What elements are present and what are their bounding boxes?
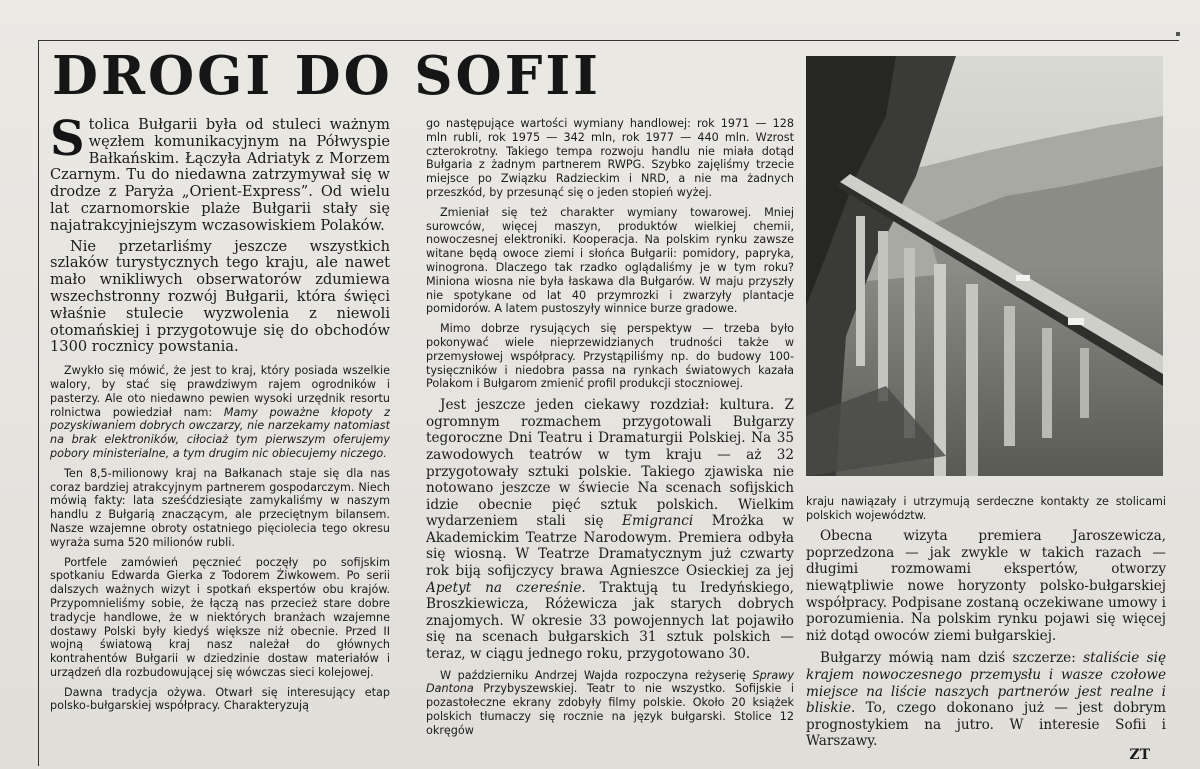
paragraph-text: Jest jeszcze jeden ciekawy rozdział: kultura. Z ogromnym rozmachem przygotowali Bułgarzy tegoroczne Dni Teatru i Dramaturgii Polskiej. Na 35 zawodowych teatrów w tym kraju — aż 32 przygotowały sztuki polskie. Takiego zjawiska nie notowano jeszcze w świecie Na scenach sofijskich idzie obecnie pięć sztuk polskich. Wielkim wydarzeniem stali się: [426, 397, 794, 530]
photo-caption: kraju nawiązały i utrzymują serdeczne kontakty ze stolicami polskich województw.: [806, 495, 1166, 522]
column-1: [50, 117, 390, 765]
drop-cap: S: [50, 117, 85, 167]
paragraph: [426, 669, 794, 738]
lead-paragraph-2: Nie przetarliśmy jeszcze wszystkich szlaków turystycznych tego kraju, ale nawet mało wnikliwych obserwatorów zdumiewa wszechstronny rozwój Bułgarii, która święci właśnie stulecie wyzwolenia z niewoli otomańskiej i przygotowuje się do obchodów 1300 rocznicy powstania.: [50, 237, 390, 356]
paragraph: Dawna tradycja ożywa. Otwarł się interesujący etap polsko-bułgarskiej współpracy. Charakteryzują: [50, 685, 390, 713]
paragraph: Ten 8,5-milionowy kraj na Bałkanach staje się dla nas coraz bardziej atrakcyjnym partnerem gospodarczym. Niech mówią fakty: lata sześćdziesiąte zamykaliśmy w naszym handlu z Bułgarią znaczącym, ale przeciętnym bilansem. Nasze wzajemne obroty ostatniego pięciolecia tego okresu wyraża suma 520 milionów rubli.: [50, 466, 390, 549]
paragraph: Obecna wizyta premiera Jaroszewicza, poprzedzona — jak zwykle w takich razach — długimi rozmowami ekspertów, otworzy niewątpliwie nowe horyzonty polsko-bułgarskiej współpracy. Podpisane zostaną oczekiwane umowy i porozumienia. Na polskim rynku pojawi się więcej niż dotąd owoców ziemi bułgarskiej.: [806, 528, 1166, 644]
column-2: [426, 117, 794, 765]
paragraph-text: W październiku Andrzej Wajda rozpoczyna reżyserię: [440, 668, 746, 682]
paragraph-text: . Traktują tu Iredyńskiego, Broszkiewicza, Różewicza jak starych dobrych znajomych. W okresie 33 powojennych lat pojawiło się na scenach bułgarskich 31 sztuk polskich — teraz, w ciągu jednego roku, przygotowano 30.: [426, 579, 794, 663]
author-signature: ZT: [1129, 747, 1150, 763]
quote-text: Mamy poważne kłopoty z pozyskiwaniem dobrych owczarzy, nie narzekamy natomiast na brak elektroników, ciłociaż tym pierwszym oferujemy pobory ministerialne, a tym drugim nic obiecujemy niczego.: [50, 405, 390, 460]
paragraph: Zmieniał się też charakter wymiany towarowej. Mniej surowców, więcej maszyn, produktów wielkiej chemii, nowoczesnej elektroniki. Kooperacja. Na polskim rynku zawsze witane będą owoce ziemi i słońca Bułgarii: pomidory, papryka, winogrona. Dlaczego tak rzadko oglądaliśmy je w tym roku? Miniona wiosna nie była łaskawa dla Bułgarów. W maju przyszły nie spotykane od lat 40 przymrozki i zwarzyły plantacje pomidorów. A latem pustoszyły winnice burze gradowe.: [426, 205, 794, 316]
culture-paragraph: [426, 397, 794, 663]
paragraph: Mimo dobrze rysujących się perspektyw — trzeba było pokonywać wiele nieprzewidzianych trudności także w przemysłowej współpracy. Przystąpiliśmy np. do budowy 100-tysięczników i niedobra passa na rynkach światowych kazała Polakom i Bułgarom zmienić profil produkcji stoczniowej.: [426, 322, 794, 391]
quote-text: staliście się krajem nowoczesnego przemysłu i wasze czołowe miejsce na liście naszych partnerów jest realne i bliskie: [806, 650, 1166, 717]
article-title: DROGI DO SOFII: [52, 45, 601, 107]
paragraph: go następujące wartości wymiany handlowej: rok 1971 — 128 mln rubli, rok 1975 — 342 mln, rok 1977 — 440 mln. Wzrost czterokrotny. Takiego tempa rozwoju handlu nie miała dotąd Bułgaria z żadnym partnerem RWPG. Szybko zajęliśmy trzecie miejsce po Związku Radzieckim i NRD, a nie ma żadnych przeszkód, by przesunąć się o jeden stopień wyżej.: [426, 117, 794, 199]
paragraph-text: Mrożka w Akademickim Teatrze Narodowym. Premiera odbyła się wiosną. W Teatrze Dramatycznym już czwarty rok biją sofijczycy brawa Agnieszce Osieckiej za jej: [426, 513, 794, 580]
paragraph: [50, 364, 390, 461]
paragraph-text: Zwykło się mówić, że jest to kraj, który posiada wszelkie walory, by stać się prawdziwym rajem ogrodników i pasterzy. Ale oto niedawno pewien wysoki urzędnik resortu rolnictwa powiedział nam:: [50, 364, 390, 419]
paragraph: [806, 650, 1166, 750]
viaduct-photo: [806, 56, 1163, 476]
lead-paragraph-1: [50, 117, 390, 235]
viaduct-illustration: [806, 56, 1163, 476]
column-3: [806, 495, 1166, 765]
play-title: Sprawy Dantona: [426, 668, 794, 696]
paragraph-text: Bułgarzy mówią nam dziś szczerze:: [820, 650, 1076, 667]
play-title: Apetyt na czereśnie: [426, 579, 582, 596]
paragraph: Portfele zamówień pęcznieć poczęły po sofijskim spotkaniu Edwarda Gierka z Todorem Żiwkowem. Po serii dalszych ważnych wizyt i spotkań ekspertów obu krajów. Przypomnieliśmy sobie, że łączą nas przecież stare dobre tradycje handlowe, że w niektórych branżach wzajemne dostawy Polski były kiedyś większe niż obecnie. Przed II wojną światową kraj nasz należał do głównych kontrahentów Bułgarii w dziedzinie dostaw materiałów i urządzeń dla rozbudowującej się wówczas sieci kolejowej.: [50, 555, 390, 679]
corner-mark: [1176, 32, 1180, 36]
paragraph-text: . To, czego dokonano już — jest dobrym prognostykiem na jutro. W interesie Sofii i Warszawy.: [806, 700, 1166, 750]
lead-text-1: tolica Bułgarii była od stuleci ważnym węzłem komunikacyjnym na Półwyspie Bałkańskim. Łączyła Adriatyk z Morzem Czarnym. Tu do niedawna zatrzymywał się w drodze z Paryża „Orient-Express”. Od wielu lat czarnomorskie plaże Bułgarii stały się najatrakcyjniejszym wczasowiskiem Polaków.: [50, 117, 390, 234]
paragraph-text: Przybyszewskiej. Teatr to nie wszystko. Sofijskie i pozastołeczne ekrany zdobyły filmy polskie. Około 20 książek polskich tłumaczy się rocznie na język bułgarski. Stolice 12 okręgów: [426, 682, 794, 737]
play-title: Emigranci: [622, 513, 694, 530]
